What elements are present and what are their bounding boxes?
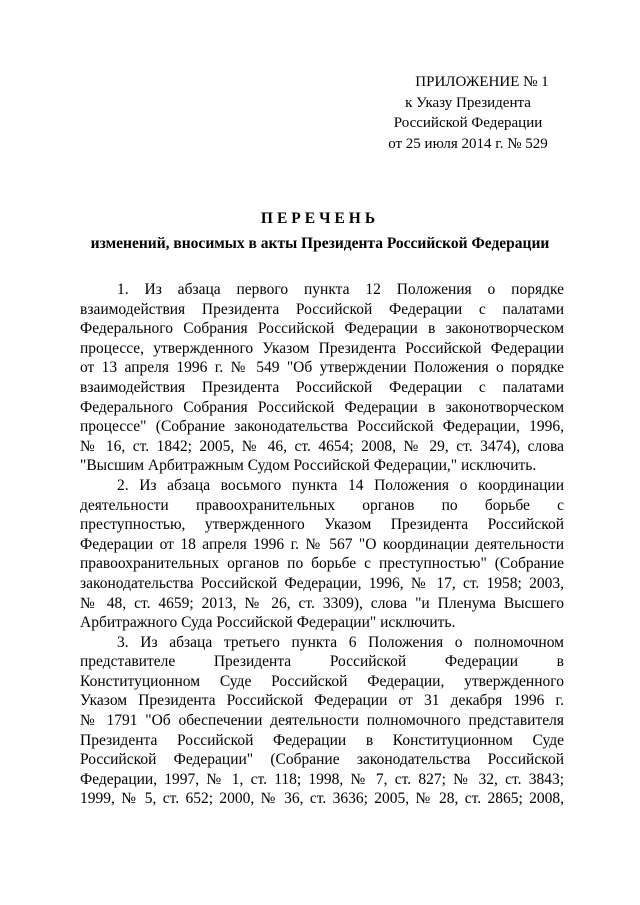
text-line: № 1791 "Об обеспечении деятельности полномочного представителя — [80, 712, 564, 730]
text-line: от 13 апреля 1996 г. № 549 "Об утверждении Положения о порядке — [80, 359, 564, 377]
text-line: Конституционном Суде Российской Федерации, утвержденного — [80, 672, 564, 690]
text-line: № 48, ст. 4659; 2013, № 26, ст. 3309), слова "и Пленума Высшего — [80, 594, 564, 612]
text-line: Арбитражного Суда Российской Федерации" исключить. — [80, 614, 456, 632]
text-line: Федерального Собрания Российской Федерации в законотворческом — [80, 398, 564, 416]
text-line: представителе Президента Российской Федерации в — [80, 653, 564, 671]
appendix-line: от 25 июля 2014 г. № 529 — [388, 135, 548, 152]
text-line: взаимодействия Президента Российской Федерации с палатами — [80, 300, 564, 318]
text-line: № 16, ст. 1842; 2005, № 46, ст. 4654; 2008, № 29, ст. 3474), слова — [80, 437, 564, 455]
text-line: 1. Из абзаца первого пункта 12 Положения о порядке — [117, 281, 564, 298]
appendix-line: Российской Федерации — [393, 115, 543, 131]
text-line: законодательства Российской Федерации, 1996, № 17, ст. 1958; 2003, — [80, 574, 564, 592]
appendix-title: ПРИЛОЖЕНИЕ № 1 — [415, 74, 549, 90]
document-heading: ПЕРЕЧЕНЬ — [260, 210, 380, 227]
text-line: деятельности правоохранительных органов по борьбе с — [80, 496, 564, 514]
paragraph-3 — [80, 633, 564, 809]
text-line: Федерации, 1997, № 1, ст. 118; 1998, № 7, ст. 827; № 32, ст. 3843; — [80, 770, 564, 788]
text-line: "Высшим Арбитражным Судом Российской Федерации," исключить. — [80, 457, 537, 475]
appendix-line: к Указу Президента — [405, 94, 531, 111]
paragraph-1 — [80, 280, 564, 476]
text-line: взаимодействия Президента Российской Федерации с палатами — [80, 378, 564, 396]
text-line: Президента Российской Федерации в Конституционном Суде — [80, 731, 564, 749]
paragraph-2 — [80, 476, 564, 633]
text-line: 3. Из абзаца третьего пункта 6 Положения о полномочном — [117, 633, 564, 651]
appendix-block — [370, 72, 566, 154]
text-line: процессе, утвержденного Указом Президента Российской Федерации — [80, 339, 564, 357]
text-line: правоохранительных органов по борьбе с преступностью" (Собрание — [80, 555, 564, 573]
text-line: Указом Президента Российской Федерации от 31 декабря 1996 г. — [80, 692, 564, 710]
text-line: 2. Из абзаца восьмого пункта 14 Положения о координации — [117, 476, 564, 494]
text-line: Федерации от 18 апреля 1996 г. № 567 "О координации деятельности — [80, 535, 564, 553]
text-line: Российской Федерации" (Собрание законодательства Российской — [80, 751, 564, 769]
text-line: преступностью, утвержденного Указом Президента Российской — [80, 516, 564, 534]
text-line: процессе" (Собрание законодательства Российской Федерации, 1996, — [80, 418, 564, 436]
document-body — [80, 280, 564, 809]
text-line: Федерального Собрания Российской Федерации в законотворческом — [80, 320, 564, 338]
text-line: 1999, № 5, ст. 652; 2000, № 36, ст. 3636; 2005, № 28, ст. 2865; 2008, — [80, 790, 564, 808]
document-subheading: изменений, вносимых в акты Президента Российской Федерации — [90, 235, 550, 252]
